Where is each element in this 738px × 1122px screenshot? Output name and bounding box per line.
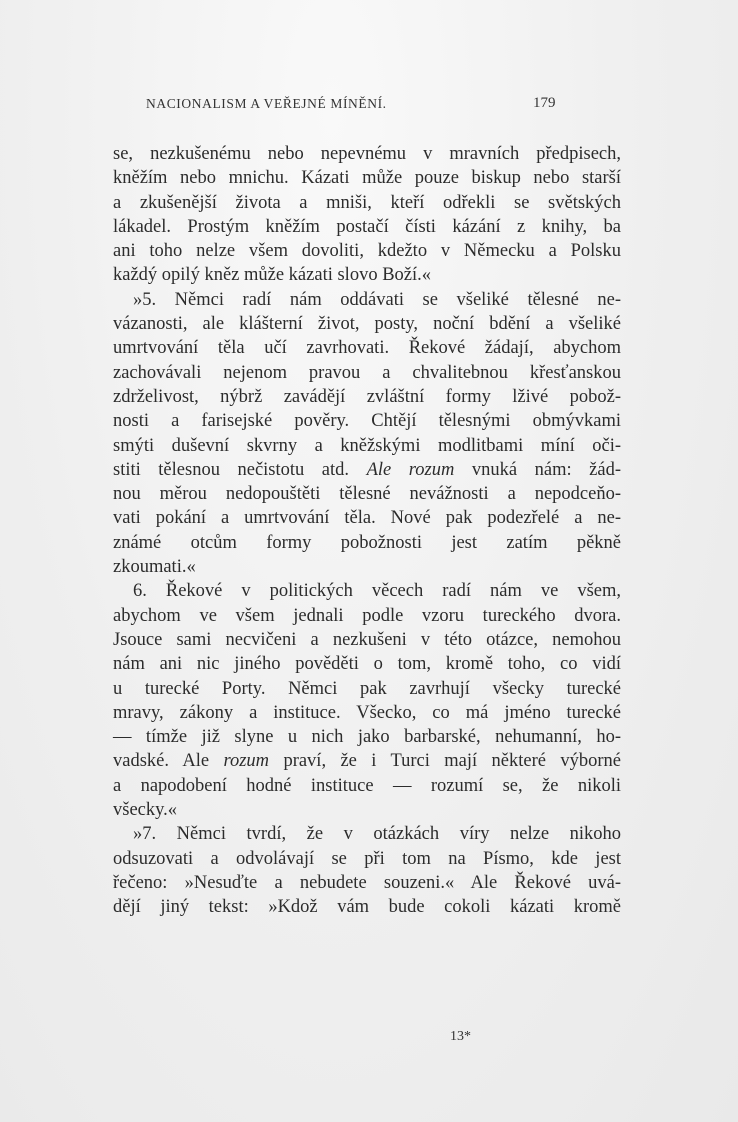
text-line: mravy, zákony a instituce. Všecko, co má jméno turecké [113,702,621,723]
text-line: se, nezkušenému nebo nepevnému v mravních předpisech, [113,144,621,164]
body-text [113,142,621,920]
text-span: vadské. Ale [113,751,224,772]
text-span: praví, že i Turci mají některé výborné [269,751,621,772]
text-line: umrtvování těla učí zavrhovati. Řekové žádají, abychom [113,338,621,359]
text-line: nosti a farisejské pověry. Chtějí tělesnými obmývkami [113,411,621,432]
text-line: a zkušenější života a mniši, kteří odřekli se světských [113,192,621,213]
page-number: 179 [533,95,556,111]
emphasis-text: rozum [223,751,270,772]
text-line: každý opilý kněz může kázati slovo Boží.« [113,265,432,286]
text-line: dějí jiný tekst: »Kdož vám bude cokoli kázati kromě [113,897,621,918]
text-line: smýti duševní skvrny a kněžskými modlitbami míní oči- [113,435,621,456]
text-line: ani toho nelze všem dovoliti, kdežto v Německu a Polsku [113,241,621,262]
text-line: abychom ve všem jednali podle vzoru tureckého dvora. [113,605,621,626]
text-line [113,458,621,482]
text-line: zachovávali nejenom pravou a chvalitebnou křesťanskou [113,362,621,383]
text-line: Jsouce sami necvičeni a nezkušeni v této otázce, nemohou [113,629,621,650]
text-span: vnuká nám: žád- [454,459,621,480]
text-line: »5. Němci radí nám oddávati se všeliké tělesné ne- [133,289,621,310]
text-span: stiti tělesnou nečistotu atd. [113,459,367,480]
text-line: vati pokání a umrtvování těla. Nové pak podezřelé a ne- [113,508,621,529]
text-line: 6. Řekové v politických věcech radí nám ve všem, [133,581,621,602]
text-line: — tímže již slyne u nich jako barbarské, nehumanní, ho- [113,727,621,748]
text-line [113,749,621,773]
text-line: odsuzovati a odvolávají se při tom na Písmo, kde jest [113,848,621,869]
text-line: řečeno: »Nesuďte a nebudete souzeni.« Ale Řekové uvá- [113,872,621,893]
text-line: kněžím nebo mnichu. Kázati může pouze biskup nebo starší [113,168,621,189]
text-line: nám ani nic jiného pověděti o tom, kromě toho, co vidí [113,654,621,675]
text-line: u turecké Porty. Němci pak zavrhují všecky turecké [113,678,621,699]
text-line: »7. Němci tvrdí, že v otázkách víry nelze nikoho [133,824,621,845]
text-line: lákadel. Prostým kněžím postačí čísti kázání z knihy, ba [113,216,621,237]
running-title: NACIONALISM A VEŘEJNÉ MÍNĚNÍ. [146,96,387,111]
text-line: známé otcům formy pobožnosti jest zatím pěkně [113,532,621,553]
emphasis-text: Ale rozum [366,459,455,480]
text-line: a napodobení hodné instituce — rozumí se, že nikoli [113,775,621,796]
text-line: vázanosti, ale klášterní život, posty, noční bdění a všeliké [113,314,621,335]
text-line: všecky.« [113,800,178,821]
text-line: zdrželivost, nýbrž zavádějí zvláštní formy lživé pobož- [113,386,621,407]
signature-mark: 13* [450,1029,471,1044]
text-line: nou měrou nedopouštěti tělesné nevážnosti a nepodceňo- [113,484,621,505]
text-line: zkoumati.« [113,557,196,578]
